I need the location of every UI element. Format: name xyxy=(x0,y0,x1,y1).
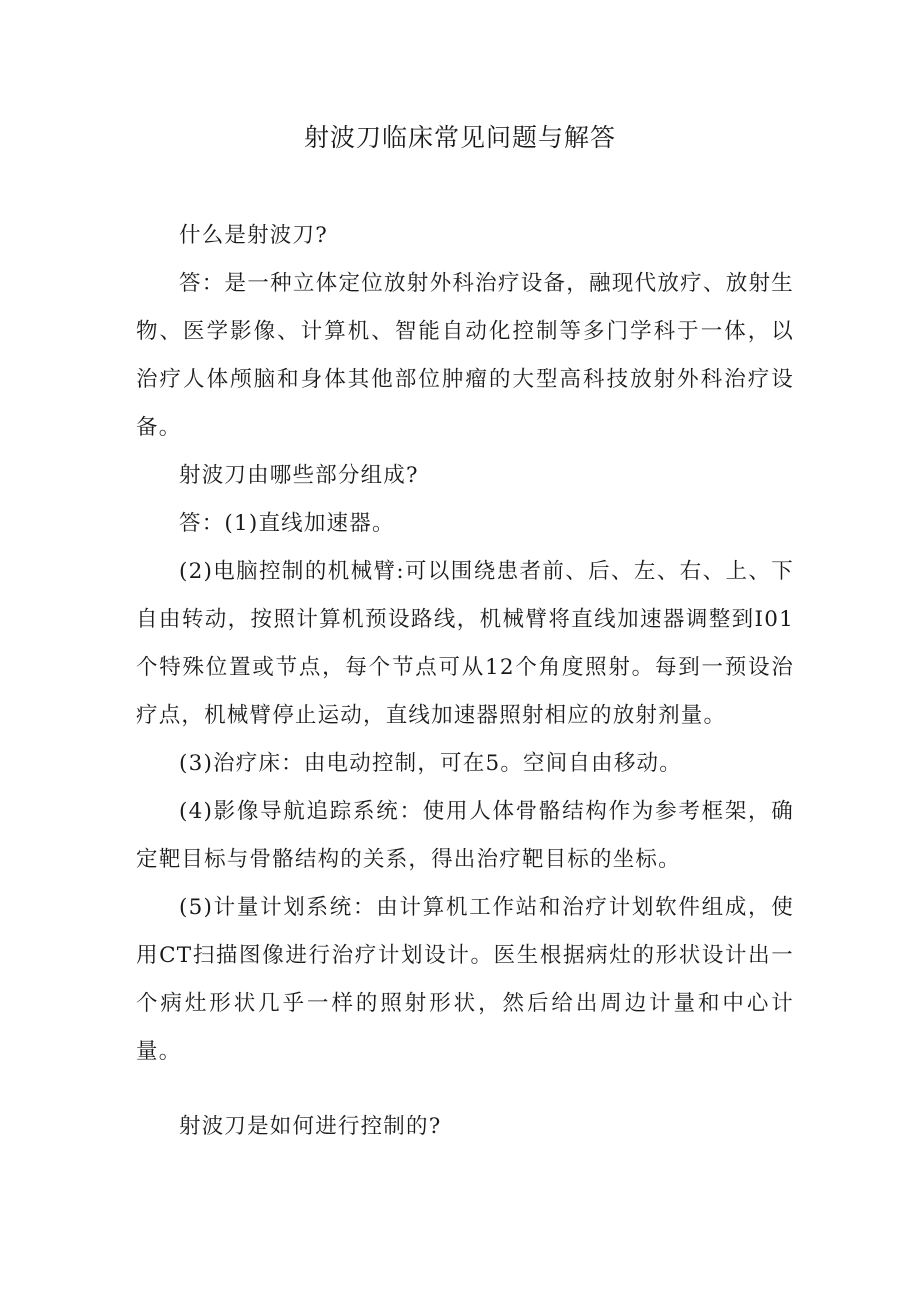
section-intro xyxy=(136,212,794,1076)
answer-component-5: (5)计量计划系统：由计算机工作站和治疗计划软件组成，使用CT扫描图像进行治疗计划设计。医生根据病灶的形状设计出一个病灶形状几乎一样的照射形状，然后给出周边计量和中心计量。 xyxy=(136,895,794,1064)
question-what-is: 什么是射波刀? xyxy=(179,223,328,248)
answer-component-3: (3)治疗床：由电动控制，可在5。空间自由移动。 xyxy=(179,751,682,776)
answer-what-is: 答：是一种立体定位放射外科治疗设备，融现代放疗、放射生物、医学影像、计算机、智能自动化控制等多门学科于一体，以治疗人体颅脑和身体其他部位肿瘤的大型高科技放射外科治疗设备。 xyxy=(136,271,794,440)
section-control xyxy=(136,1103,794,1151)
page-title: 射波刀临床常见问题与解答 xyxy=(303,123,616,152)
question-components: 射波刀由哪些部分组成? xyxy=(179,463,419,488)
answer-component-1: 答：(1)直线加速器。 xyxy=(179,511,395,536)
answer-component-4: (4)影像导航追踪系统：使用人体骨骼结构作为参考框架，确定靶目标与骨骼结构的关系，得出治疗靶目标的坐标。 xyxy=(136,799,794,872)
question-control: 射波刀是如何进行控制的? xyxy=(179,1114,442,1139)
answer-component-2: (2)电脑控制的机械臂:可以围绕患者前、后、左、右、上、下自由转动，按照计算机预设路线，机械臂将直线加速器调整到I01个特殊位置或节点，每个节点可从12个角度照射。每到一预设治疗点，机械臂停止运动，直线加速器照射相应的放射剂量。 xyxy=(136,559,794,728)
